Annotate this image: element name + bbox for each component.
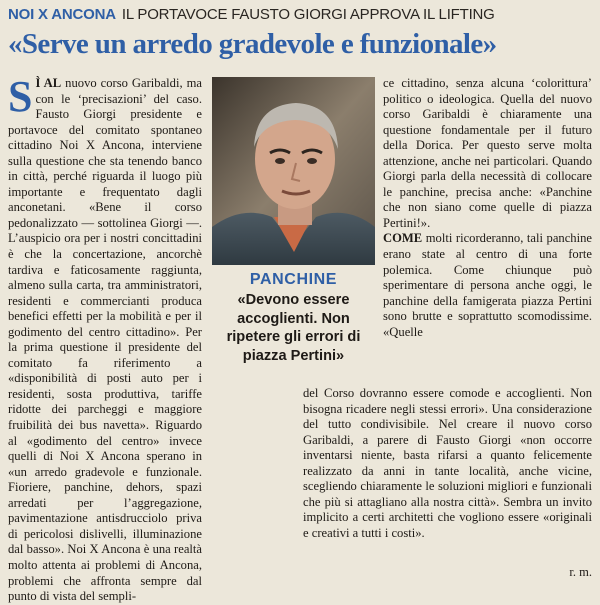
- article-column-2: [303, 386, 592, 541]
- headline: «Serve un arredo gradevole e funzionale»: [8, 28, 497, 60]
- portrait-photo: [212, 77, 375, 265]
- pullquote-box: [212, 270, 375, 365]
- portrait-illustration: [212, 77, 375, 265]
- column-3-text: ce cittadino, senza alcuna ‘colorittura’ politico o ideologica. Quella del nuovo corso Garibaldi è chiaramente una questione fondamentale per il futuro della Dorica. Per questo serve molta attenzione, anche nei particolari. Quando Giorgi parla della necessità di collocare le panchine, precisa anche: «Panchine che non siano come quelle di piazza Pertini!».: [383, 76, 592, 230]
- lead-caps-come: COME: [383, 231, 423, 246]
- article-column-1: [8, 72, 202, 605]
- author-signature: r. m.: [569, 565, 592, 579]
- article-column-3: [383, 76, 592, 340]
- kicker-lead: IL PORTAVOCE FAUSTO GIORGI APPROVA IL LIFTING: [121, 6, 495, 23]
- pullquote-text: «Devono essere accoglienti. Non ripetere gli errori di piazza Pertini»: [226, 292, 361, 364]
- pullquote-title: PANCHINE: [249, 271, 338, 288]
- lead-caps: Ì AL: [35, 76, 62, 90]
- drop-cap: S: [8, 72, 33, 121]
- section-tag: NOI X ANCONA: [8, 6, 116, 23]
- kicker-line: [8, 6, 596, 23]
- column-3-text-2: molti ricorderanno, tali panchine erano state al centro di una forte polemica. Come chiunque può sperimentare di persona anche oggi, le panchine della famigerata piazza Pertini sono brutte e soprattutto scomodissime. «Quelle: [383, 231, 592, 339]
- column-1-text: nuovo corso Garibaldi, ma con le ‘precisazioni’ del caso. Fausto Giorgi presidente e portavoce del comitato spontaneo cittadino Noi X Ancona, interviene sulla questione che sta tenendo banco in città, perché riguarda il luogo più importante e frequentato dagli anconetani. «Bene il corso pedonalizzato — sottolinea Giorgi —. L’auspicio ora per i nostri concittadini è che la concertazione, ancorchè tardiva e faticosamente raggiunta, almeno sulla carta, tra amministratori, residenti e commercianti produca benefici effetti per la mobilità e per il godimento del centro cittadino». Per la prima questione il presidente del comitato fa riferimento a «disponibilità di posti auto per i residenti, sosta produttiva, tariffe ridotte dei parcheggi e maggiore fruibilità dei bus navetta». Riguardo al «godimento del centro» invece quelli di Noi X Ancona sperano in «un arredo gradevole e funzionale. Fioriere, panchine, dehors, spazi arredati per l’aggregazione, pavimentazione antisdrucciolo priva di pericolosi dislivelli, illuminazione dal basso». Noi X Ancona è una realtà molto attenta ai problemi di Ancona, problemi che affronta sempre dal punto di vista del sempli-: [8, 76, 202, 604]
- column-2-text: del Corso dovranno essere comode e accoglienti. Non bisogna ricadere negli stessi errori». Una considerazione del tutto condivisibile. Nel creare il nuovo corso Garibaldi, a parere di Fausto Giorgi «non occorre inventarsi niente, basta rifarsi a quanto felicemente realizzato da anni in tante località, anche vicine, scegliendo chiaramente le soluzioni migliori e funzionali che più si attagliano alla nostra città». Sembra un invito implicito a certi architetti che vogliono essere «originali e creativi a tutti i costi».: [303, 386, 592, 540]
